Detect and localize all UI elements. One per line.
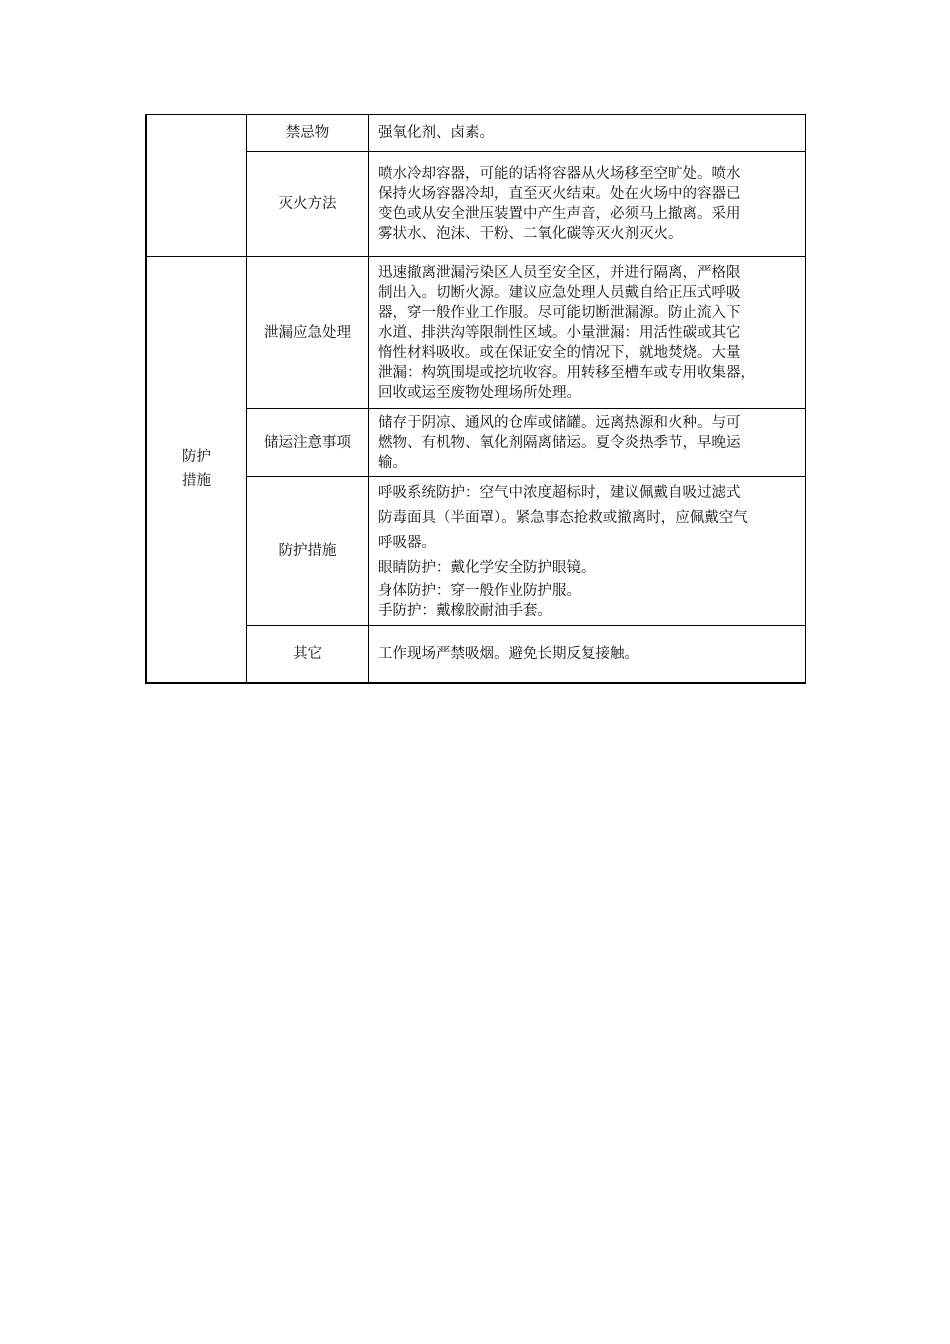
row-content-firefighting <box>369 152 806 257</box>
row-content-leak-response <box>369 257 806 409</box>
row-content-storage <box>369 409 806 477</box>
content-line: 保持火场容器冷却，直至灭火结束。处在火场中的容器已 <box>378 186 741 202</box>
content-line: 回收或运至废物处理场所处理。 <box>378 384 581 401</box>
content-line: 防毒面具（半面罩）。紧急事态抢救或撤离时，应佩戴空气 <box>378 510 748 526</box>
content-line: 变色或从安全泄压装置中产生声音，必须马上撤离。采用 <box>378 206 741 222</box>
row-label-firefighting: 灭火方法 <box>247 152 369 257</box>
table-row <box>146 257 806 409</box>
content-line: 输。 <box>378 454 407 471</box>
content-line: 储存于阴凉、通风的仓库或储罐。远离热源和火种。与可 <box>378 414 741 431</box>
row-label-other: 其它 <box>247 626 369 683</box>
content-line: 泄漏：构筑围堤或挖坑收容。用转移至槽车或专用收集器， <box>378 364 755 381</box>
content-line: 迅速撤离泄漏污染区人员至安全区，并进行隔离，严格限 <box>378 264 741 281</box>
row-content-protective-measures <box>369 477 806 626</box>
content-line: 呼吸系统防护：空气中浓度超标时，建议佩戴自吸过滤式 <box>378 485 741 501</box>
category-label-line2: 措施 <box>182 473 211 490</box>
safety-data-table <box>145 114 806 684</box>
content-line: 工作现场严禁吸烟。避免长期反复接触。 <box>378 645 639 662</box>
category-label-line1: 防护 <box>182 449 211 466</box>
content-line: 喷水冷却容器，可能的话将容器从火场移至空旷处。喷水 <box>378 166 741 182</box>
content-line: 惰性材料吸收。或在保证安全的情况下，就地焚烧。大量 <box>378 344 741 361</box>
row-content-other <box>369 626 806 683</box>
content-line: 呼吸器。 <box>378 535 436 551</box>
content-line: 身体防护：穿一般作业防护服。 <box>378 583 581 599</box>
content-line: 水道、排洪沟等限制性区域。小量泄漏：用活性碳或其它 <box>378 324 741 341</box>
row-label-incompatible: 禁忌物 <box>247 115 369 152</box>
row-label-storage: 储运注意事项 <box>247 409 369 477</box>
category-cell-protection <box>146 257 247 683</box>
table-row <box>146 115 806 152</box>
row-label-protective-measures: 防护措施 <box>247 477 369 626</box>
row-content-incompatible <box>369 115 806 152</box>
content-line: 器，穿一般作业工作服。尽可能切断泄漏源。防止流入下 <box>378 304 741 321</box>
content-line: 燃物、有机物、氧化剂隔离储运。夏令炎热季节，早晚运 <box>378 434 741 451</box>
row-label-leak-response: 泄漏应急处理 <box>247 257 369 409</box>
content-line: 眼睛防护：戴化学安全防护眼镜。 <box>378 560 596 576</box>
content-line: 雾状水、泡沫、干粉、二氧化碳等灭火剂灭火。 <box>378 226 683 242</box>
category-cell-empty <box>146 115 247 257</box>
content-line: 手防护：戴橡胶耐油手套。 <box>378 603 552 619</box>
content-line: 强氧化剂、卤素。 <box>378 125 494 141</box>
content-line: 制出入。切断火源。建议应急处理人员戴自给正压式呼吸 <box>378 284 741 301</box>
